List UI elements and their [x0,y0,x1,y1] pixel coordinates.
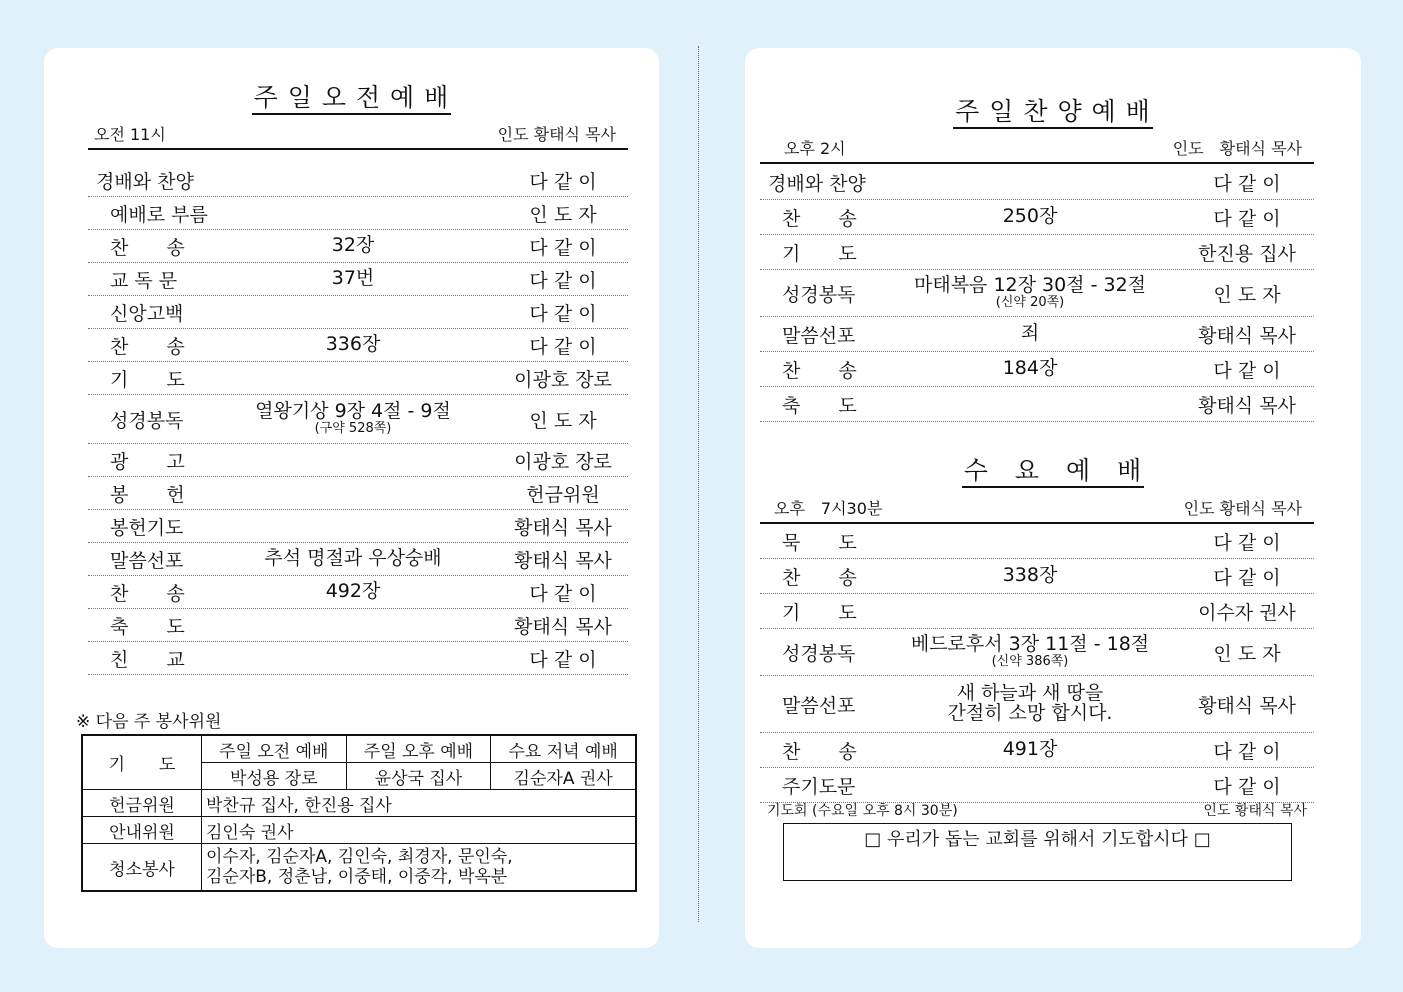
prayer-header-2: 주일 오후 예배 [346,735,491,763]
order-content [218,329,488,361]
morning-service-panel [44,48,659,948]
usher-label: 안내위원 [82,817,202,844]
order-row [88,543,628,576]
order-row [760,270,1314,317]
order-content [218,609,488,641]
order-item: 봉헌기도 [110,516,184,539]
order-content-text: 베드로후서 3장 11절 - 18절 [910,633,1150,656]
order-person: 인 도 자 [529,409,597,432]
order-row [760,352,1314,387]
order-item: 묵 도 [782,531,857,554]
order-item: 기 도 [110,368,185,391]
order-row [88,329,628,362]
order-person: 이광호 장로 [514,450,612,473]
order-content-text: 37번 [331,267,375,290]
order-row [760,387,1314,422]
order-person: 다 같 이 [1213,207,1281,230]
order-content [218,510,488,542]
prayer-name-2: 윤상국 집사 [346,763,491,790]
order-content [218,543,488,575]
order-row [760,768,1314,803]
order-row [88,395,628,444]
order-content [218,362,488,394]
order-content [218,263,488,295]
order-content-sub: (구약 528쪽) [314,421,392,437]
order-content-text: 491장 [1002,738,1058,761]
order-content-text: 338장 [1002,564,1058,587]
order-content [218,477,488,509]
order-content-text: 32장 [331,234,375,257]
order-content [900,387,1160,421]
order-person: 다 같 이 [1213,740,1281,763]
order-item: 축 도 [110,615,185,638]
morning-time: 오전 11시 [94,125,166,144]
order-person: 다 같 이 [1213,775,1281,798]
cleaning-label: 청소봉사 [82,844,202,892]
order-content [218,197,488,229]
wednesday-header [760,498,1314,524]
order-person: 다 같 이 [529,302,597,325]
usher-names: 김인숙 권사 [202,817,637,844]
order-row [760,317,1314,352]
order-content [900,524,1160,558]
order-item: 예배로 부름 [110,203,208,226]
order-person: 황태식 목사 [514,615,612,638]
order-content [218,164,488,196]
page-divider [698,46,699,922]
order-row [88,576,628,609]
order-person: 다 같 이 [1213,566,1281,589]
prayer-meeting-line [767,800,1307,820]
order-row [760,676,1314,733]
order-content-sub: (신약 386쪽) [991,654,1069,670]
order-content-text: 184장 [1002,357,1058,380]
order-person: 인 도 자 [529,203,597,226]
order-person: 이광호 장로 [514,368,612,391]
order-person: 황태식 목사 [1198,394,1296,417]
order-row [88,609,628,642]
order-item: 경배와 찬양 [96,170,194,193]
wednesday-time: 오후 7시30분 [774,499,883,518]
order-person: 다 같 이 [529,582,597,605]
order-item: 찬 송 [782,359,857,382]
order-row [760,165,1314,200]
order-content [900,235,1160,269]
prayer-label: 기 도 [82,735,202,790]
order-content [218,230,488,262]
order-row [760,559,1314,594]
order-person: 다 같 이 [529,236,597,259]
prayer-header-1: 주일 오전 예배 [202,735,347,763]
order-person: 황태식 목사 [1198,694,1296,717]
wednesday-order-list [760,524,1314,803]
order-content [900,594,1160,628]
order-content [900,200,1160,234]
order-content [218,395,488,443]
order-row [88,296,628,329]
order-item: 찬 송 [110,582,185,605]
order-content [900,165,1160,199]
afternoon-leader: 인도 황태식 목사 [1172,139,1302,158]
order-person: 다 같 이 [1213,359,1281,382]
wednesday-title: 수 요 예 배 [745,451,1361,487]
morning-header [88,124,628,150]
order-row [760,594,1314,629]
order-item: 성경봉독 [782,283,856,306]
order-content [218,444,488,476]
order-item: 찬 송 [110,335,185,358]
order-person: 다 같 이 [1213,172,1281,195]
prayer-box-text: □ 우리가 돕는 교회를 위해서 기도합시다 □ [864,829,1211,850]
prayer-name-3: 김순자A 권사 [491,763,636,790]
prayer-name-1: 박성용 장로 [202,763,347,790]
order-item: 기 도 [782,242,857,265]
order-row [88,444,628,477]
order-content [900,768,1160,802]
order-person: 다 같 이 [529,335,597,358]
order-row [88,197,628,230]
order-content-text-2: 간절히 소망 합시다. [947,702,1113,724]
order-person: 황태식 목사 [1198,324,1296,347]
afternoon-time: 오후 2시 [784,139,846,158]
volunteers-note: ※ 다음 주 봉사위원 [76,712,222,732]
order-item: 주기도문 [782,775,856,798]
order-person: 한진용 집사 [1198,242,1296,265]
offering-label: 헌금위원 [82,790,202,817]
prayer-box [783,823,1292,881]
order-person: 다 같 이 [529,269,597,292]
order-person: 인 도 자 [1213,642,1281,665]
order-content-text: 열왕기상 9장 4절 - 9절 [255,400,451,423]
wednesday-leader: 인도 황태식 목사 [1183,499,1302,518]
order-row [760,524,1314,559]
afternoon-title: 주 일 찬 양 예 배 [745,92,1361,128]
order-content-text: 추석 명절과 우상숭배 [264,547,442,570]
order-item: 봉 헌 [110,483,185,506]
order-content-text: 336장 [325,333,381,356]
order-content-sub: (신약 20쪽) [995,295,1065,311]
afternoon-wednesday-panel [745,48,1361,948]
prayer-header-3: 수요 저녁 예배 [491,735,636,763]
prayer-meeting-time: 기도회 (수요일 오후 8시 30분) [767,803,958,819]
order-content [218,642,488,674]
order-item: 말씀선포 [782,324,856,347]
order-item: 찬 송 [782,740,857,763]
order-person: 다 같 이 [529,170,597,193]
afternoon-header [760,138,1314,164]
order-content-text: 새 하늘과 새 땅을 [956,682,1104,705]
cleaning-line-1: 이수자, 김순자A, 김인숙, 최경자, 문인숙, [206,847,513,867]
order-content-text: 마태복음 12장 30절 - 32절 [913,274,1147,297]
order-content [900,317,1160,351]
volunteers-table [81,734,637,892]
order-person: 인 도 자 [1213,283,1281,306]
order-row [760,733,1314,768]
order-content [900,629,1160,675]
order-item: 말씀선포 [782,694,856,717]
order-row [760,235,1314,270]
order-row [760,200,1314,235]
order-row [760,629,1314,676]
order-content-text: 492장 [325,580,381,603]
order-content [900,733,1160,767]
morning-title: 주 일 오 전 예 배 [44,78,659,114]
order-item: 성경봉독 [782,642,856,665]
morning-leader: 인도 황태식 목사 [497,125,616,144]
order-item: 교 독 문 [110,269,178,292]
morning-order-list [88,164,628,675]
order-item: 축 도 [782,394,857,417]
order-person: 다 같 이 [529,648,597,671]
order-content-text: 250장 [1002,205,1058,228]
order-item: 찬 송 [782,566,857,589]
order-item: 찬 송 [110,236,185,259]
order-content [900,559,1160,593]
order-content [900,270,1160,316]
order-row [88,477,628,510]
order-person: 황태식 목사 [514,549,612,572]
order-content [218,576,488,608]
cleaning-names [202,844,637,892]
order-row [88,230,628,263]
cleaning-line-2: 김순자B, 정춘남, 이중태, 이중각, 박옥분 [206,867,508,887]
order-item: 기 도 [782,601,857,624]
order-content-text: 죄 [1020,322,1040,345]
order-person: 헌금위원 [526,483,600,506]
order-item: 광 고 [110,450,185,473]
afternoon-order-list [760,165,1314,422]
order-item: 성경봉독 [110,409,184,432]
order-item: 말씀선포 [110,549,184,572]
order-content [900,676,1160,732]
order-item: 신앙고백 [110,302,184,325]
order-person: 이수자 권사 [1198,601,1296,624]
order-content [218,296,488,328]
order-row [88,362,628,395]
order-item: 친 교 [110,648,185,671]
order-item: 경배와 찬양 [768,172,866,195]
order-person: 황태식 목사 [514,516,612,539]
prayer-meeting-leader: 인도 황태식 목사 [1203,803,1307,819]
order-row [88,263,628,296]
order-person: 다 같 이 [1213,531,1281,554]
order-content [900,352,1160,386]
order-row [88,164,628,197]
order-row [88,642,628,675]
order-row [88,510,628,543]
offering-names: 박찬규 집사, 한진용 집사 [202,790,637,817]
order-item: 찬 송 [782,207,857,230]
